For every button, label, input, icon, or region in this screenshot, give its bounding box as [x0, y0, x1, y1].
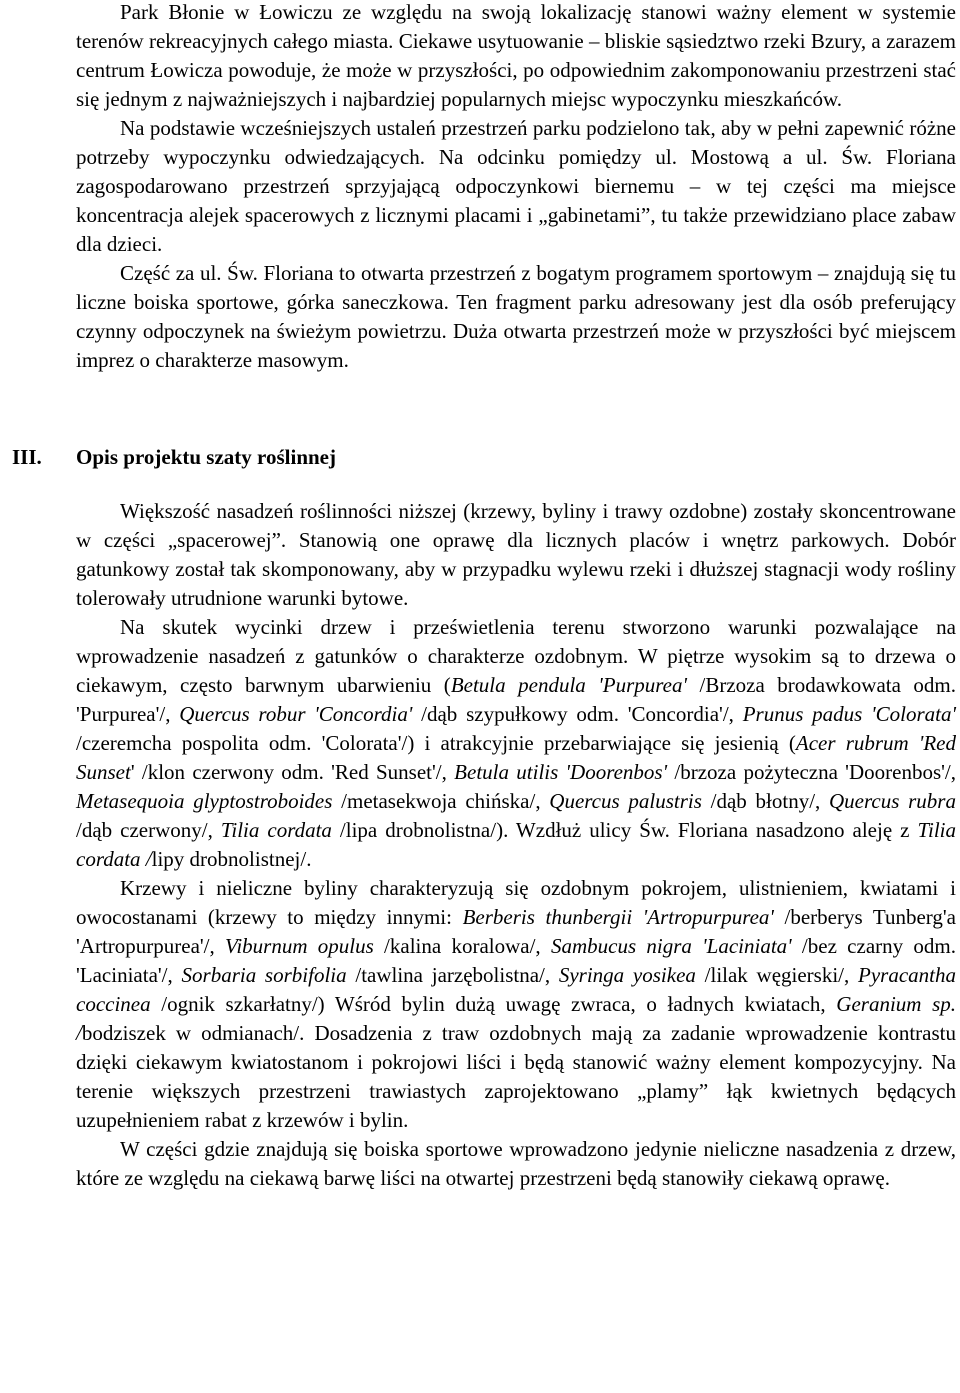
text-run: /Brzoza brodawkowata odm. 'Purpurea'/,: [76, 673, 957, 726]
section-number: III.: [12, 445, 42, 469]
section-title: Opis projektu szaty roślinnej: [76, 445, 336, 469]
latin-name: Betula utilis 'Doorenbos': [454, 760, 668, 784]
latin-name: Viburnum opulus: [225, 934, 374, 958]
latin-name: Pyracantha coccinea: [76, 963, 956, 1016]
paragraph-park-division: Na podstawie wcześniejszych ustaleń przestrzeń parku podzielono tak, aby w pełni zapewnić różne potrzeby wypoczynku odwiedzających. Na odcinku pomiędzy ul. Mostową a ul. Św. Floriana zagospodarowano przestrzeń sprzyjającą odpoczynkowi biernemu – w tej części ma miejsce koncentracja alejek spacerowych z licznymi placami i „gabinetami”, tu także przewidziano place zabaw dla dzieci.: [76, 116, 956, 256]
text-run: /dąb czerwony/,: [76, 818, 221, 842]
text-run: /czeremcha pospolita odm. 'Colorata'/) i atrakcyjnie przebarwiające się jesienią (: [76, 731, 796, 755]
text-run: Krzewy i nieliczne byliny charakteryzują się ozdobnym pokrojem, ulistnieniem, kwiatami i owocostanami (krzewy to między innymi:: [76, 876, 956, 929]
latin-name: Quercus rubra: [829, 789, 956, 813]
text-run: /dąb błotny/,: [701, 789, 830, 813]
text-run: /berberys Tunberg'a 'Artropurpurea'/,: [76, 905, 957, 958]
paragraph-sport-plantings: W części gdzie znajdują się boiska sportowe wprowadzono jedynie nieliczne nasadzenia z drzew, które ze względu na ciekawą barwę liści na otwartej przestrzeni będą stanowiły ciekawą oprawę.: [76, 1137, 956, 1190]
latin-name: Betula pendula 'Purpurea': [450, 673, 687, 697]
text-run: ' /klon czerwony odm. 'Red Sunset'/,: [130, 760, 455, 784]
text-run: Na skutek wycinki drzew i prześwietlenia terenu stworzono warunki pozwalające na wprowadzenie nasadzeń z gatunków o charakterze ozdobnym. W piętrze wysokim są to drzewa o ciekawym, często barwnym ubarwieniu (: [76, 615, 956, 697]
text-run: /bez czarny odm. 'Laciniata'/,: [76, 934, 956, 987]
latin-name: Sambucus nigra 'Laciniata': [550, 934, 792, 958]
latin-name: Berberis thunbergii 'Artropurpurea': [462, 905, 774, 929]
latin-name: Quercus robur 'Concordia': [179, 702, 413, 726]
text-run: /kalina koralowa/,: [373, 934, 551, 958]
text-run: /dąb szypułkowy odm. 'Concordia'/,: [412, 702, 743, 726]
paragraph-low-vegetation: Większość nasadzeń roślinności niższej (krzewy, byliny i trawy ozdobne) zostały skoncentrowane w części „spacerowej”. Stanowią one oprawę dla licznych placów i wnętrz parkowych. Dobór gatunkowy został tak skomponowany, aby w przypadku wylewu rzeki i dłuższej stagnacji wody rośliny tolerowały utrudnione warunki bytowe.: [76, 499, 956, 610]
text-run: /lipa drobnolistna/). Wzdłuż ulicy Św. Floriana nasadzono aleję z: [331, 818, 918, 842]
latin-name: Tilia cordata /: [76, 818, 956, 871]
text-run: /lilak węgierski/,: [695, 963, 859, 987]
text-run: lipy drobnolistnej/.: [151, 847, 312, 871]
text-run: /brzoza pożyteczna 'Doorenbos'/,: [667, 760, 956, 784]
paragraph-sport-area: Część za ul. Św. Floriana to otwarta przestrzeń z bogatym programem sportowym – znajdują się tu liczne boiska sportowe, górka saneczkowa. Ten fragment parku adresowany jest dla osób preferujący czynny odpoczynek na świeżym powietrzu. Duża otwarta przestrzeń może w przyszłości być miejscem imprez o charakterze masowym.: [76, 261, 956, 372]
document-page: [12, 0, 957, 1193]
text-run: /tawlina jarzębolistna/,: [346, 963, 559, 987]
latin-name: Acer rubrum 'Red Sunset: [76, 731, 957, 784]
paragraph-park-location: Park Błonie w Łowiczu ze względu na swoją lokalizację stanowi ważny element w systemie terenów rekreacyjnych całego miasta. Ciekawe usytuowanie – bliskie sąsiedztwo rzeki Bzury, a zarazem centrum Łowicza powoduje, że może w przyszłości, po odpowiednim zakomponowaniu przestrzeni stać się jednym z najważniejszych i najbardziej popularnych miejsc wypoczynku mieszkańców.: [76, 0, 956, 111]
paragraph-shrubs: [76, 874, 956, 1135]
latin-name: Quercus palustris: [549, 789, 702, 813]
text-run: bodziszek w odmianach/. Dosadzenia z traw ozdobnych mają za zadanie wprowadzenie kontrastu dzięki ciekawym kwiatostanom i pokrojowi liści i będą stanowić ważny element kompozycyjny. Na terenie większych przestrzeni trawiastych zaprojektowano „plamy” łąk kwietnych będących uzupełnieniem rabat z krzewów i bylin.: [76, 1021, 956, 1132]
latin-name: Tilia cordata: [220, 818, 332, 842]
section-heading: [12, 443, 956, 483]
latin-name: Syringa yosikea: [558, 963, 696, 987]
text-run: /metasekwoja chińska/,: [332, 789, 550, 813]
latin-name: Metasequoia glyptostroboides: [76, 789, 333, 813]
latin-name: Sorbaria sorbifolia: [181, 963, 347, 987]
text-run: /ognik szkarłatny/) Wśród bylin dużą uwagę zwraca, o ładnych kwiatach,: [150, 992, 837, 1016]
latin-name: Geranium sp. /: [76, 992, 956, 1045]
paragraph-trees: [76, 613, 956, 874]
latin-name: Prunus padus 'Colorata': [742, 702, 956, 726]
